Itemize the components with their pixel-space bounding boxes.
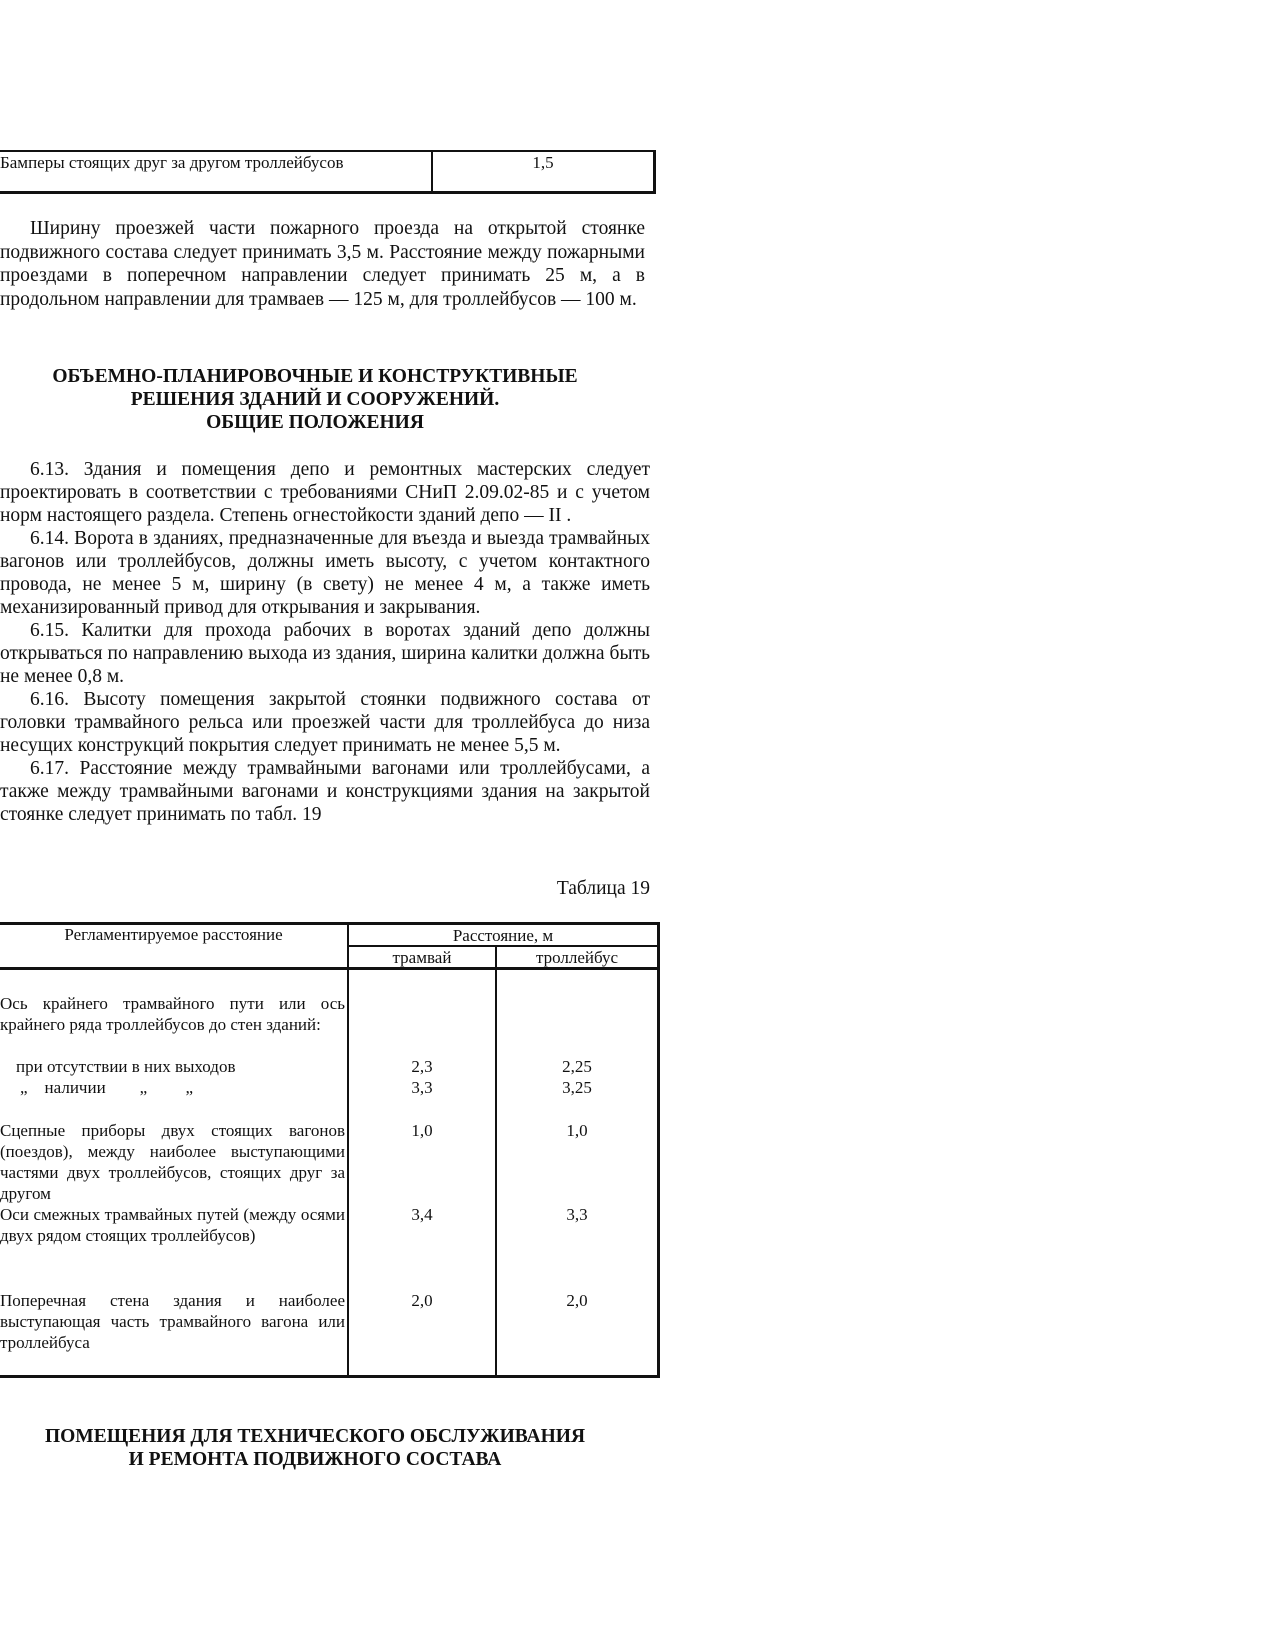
header-trolleybus: троллейбус [535, 948, 619, 967]
row-1a-label: при отсутствии в них выходов [16, 1057, 236, 1076]
top-table-fragment [0, 150, 656, 194]
row-1a-tram: 2,3 [411, 1057, 433, 1076]
heading-1-line-3: ОБЩИЕ ПОЛОЖЕНИЯ [206, 412, 424, 433]
table-bottom-border [0, 1375, 660, 1378]
row-2-trolleybus: 1,0 [566, 1121, 588, 1140]
intro-paragraph: Ширину проезжей части пожарного проезда на открытой стоянке подвижного состава следует принимать 3,5 м. Расстояние между пожарными проездами в поперечном направлении следует принимать 25 м, а в продольном направлении для трамваев — 125 м, для троллейбусов — 100 м. [0, 218, 645, 310]
row-3-trolleybus: 3,3 [566, 1205, 588, 1224]
row-4-tram: 2,0 [411, 1291, 433, 1310]
row-2-label: Сцепные приборы двух стоящих вагонов (поездов), между наиболее выступающими частями двух троллейбусов, стоящих друг за другом [0, 1121, 345, 1203]
table-right-border [657, 922, 660, 1378]
heading-1-line-2: РЕШЕНИЯ ЗДАНИЙ И СООРУЖЕНИЙ. [130, 389, 500, 410]
table-col-divider-2 [495, 945, 497, 1378]
section-heading-1 [0, 365, 630, 434]
clauses-block [0, 458, 650, 826]
top-table-value: 1,5 [532, 153, 554, 172]
row-1b-trolleybus: 3,25 [562, 1078, 592, 1097]
clause-6-16: 6.16. Высоту помещения закрытой стоянки подвижного состава от головки трамвайного рельса или проезжей части для троллейбуса до низа несущих конструкций покрытия следует принимать не менее 5,5 м. [0, 689, 650, 756]
row-4-label: Поперечная стена здания и наиболее выступающая часть трамвайного вагона или троллейбуса [0, 1291, 345, 1352]
row-1b-tram: 3,3 [411, 1078, 433, 1097]
row-4-trolleybus: 2,0 [566, 1291, 588, 1310]
row-3-label: Оси смежных трамвайных путей (между осями двух рядом стоящих троллейбусов) [0, 1205, 345, 1245]
heading-2-line-2: И РЕМОНТА ПОДВИЖНОГО СОСТАВА [128, 1449, 502, 1470]
top-table-label: Бамперы стоящих друг за другом троллейбусов [0, 152, 433, 191]
header-regulated-distance: Регламентируемое расстояние [64, 925, 283, 944]
row-1a-trolleybus: 2,25 [562, 1057, 592, 1076]
clause-6-15: 6.15. Калитки для прохода рабочих в воротах зданий депо должны открываться по направлению выхода из здания, ширина калитки должна быть не менее 0,8 м. [0, 620, 650, 687]
heading-2-line-1: ПОМЕЩЕНИЯ ДЛЯ ТЕХНИЧЕСКОГО ОБСЛУЖИВАНИЯ [44, 1426, 586, 1447]
table-19-caption: Таблица 19 [556, 878, 650, 899]
header-tram: трамвай [392, 948, 452, 967]
section-heading-2 [0, 1425, 630, 1471]
clause-6-17: 6.17. Расстояние между трамвайными вагонами или троллейбусами, а также между трамвайными вагонами и конструкциями здания на закрытой стоянке следует принимать по табл. 19 [0, 758, 650, 825]
heading-1-line-1: ОБЪЕМНО-ПЛАНИРОВОЧНЫЕ И КОНСТРУКТИВНЫЕ [52, 366, 578, 387]
row-2-tram: 1,0 [411, 1121, 433, 1140]
row-3-tram: 3,4 [411, 1205, 433, 1224]
row-1-label: Ось крайнего трамвайного пути или ось крайнего ряда троллейбусов до стен зданий: [0, 994, 345, 1034]
row-1b-label: „ наличии „ „ [20, 1078, 194, 1097]
clause-6-14: 6.14. Ворота в зданиях, предназначенные для въезда и выезда трамвайных вагонов или троллейбусов, должны иметь высоту, с учетом контактного провода, не менее 5 м, ширину (в свету) не менее 4 м, а также иметь механизированный привод для открывания и закрывания. [0, 528, 650, 618]
table-19 [0, 922, 660, 1378]
clause-6-13: 6.13. Здания и помещения депо и ремонтных мастерских следует проектировать в соответствии с требованиями СНиП 2.09.02-85 и с учетом норм настоящего раздела. Степень огнестойкости зданий депо — II . [0, 459, 650, 526]
header-distance-m: Расстояние, м [452, 926, 554, 945]
